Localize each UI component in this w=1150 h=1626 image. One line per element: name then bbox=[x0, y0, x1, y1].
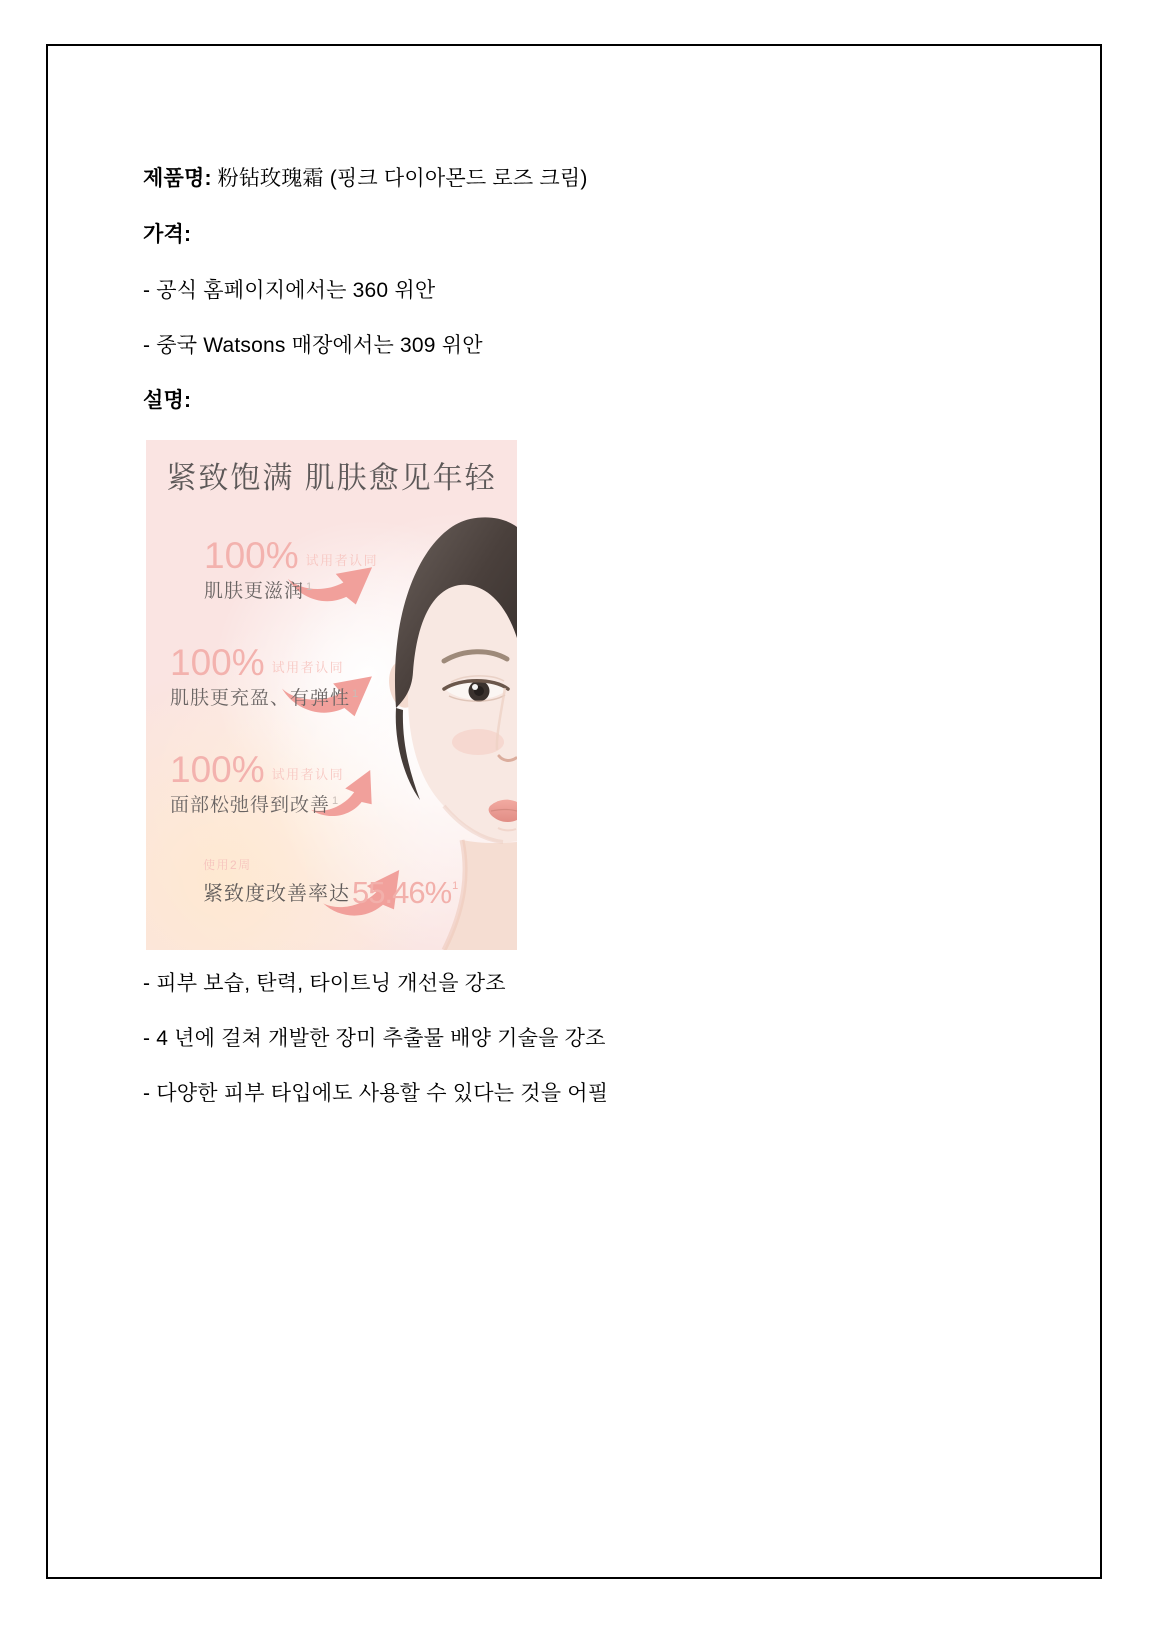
footnote-mark: 1 bbox=[352, 688, 360, 701]
product-name-value: 粉钻玫瑰霜 (핑크 다이아몬드 로즈 크림) bbox=[217, 167, 588, 190]
price-section-label bbox=[143, 222, 191, 248]
claim-sagging bbox=[170, 749, 345, 817]
eye-highlight bbox=[472, 684, 478, 690]
price-item-watsons: - 중국 Watsons 매장에서는 309 위안 bbox=[143, 334, 483, 357]
claim-detail bbox=[204, 576, 378, 603]
ad-headline: 紧致饱满 肌肤愈见年轻 bbox=[166, 462, 497, 495]
claim-percent: 100% bbox=[170, 642, 265, 683]
claim-detail bbox=[170, 683, 359, 710]
result-claim bbox=[203, 856, 459, 910]
claim-detail-text: 肌肤更滋润 bbox=[204, 581, 305, 603]
claim-percent-row bbox=[204, 535, 379, 576]
claim-plumpness bbox=[170, 642, 360, 710]
footnote-mark: 1 bbox=[306, 581, 314, 594]
product-ad-image bbox=[146, 440, 517, 950]
footnote-mark: 1 bbox=[332, 795, 340, 808]
claim-audience: 试用者认同 bbox=[271, 660, 345, 676]
result-label: 紧致度改善率达 bbox=[203, 883, 350, 905]
claim-percent: 100% bbox=[170, 749, 265, 790]
claim-audience: 试用者认同 bbox=[305, 553, 379, 569]
description-section-label bbox=[143, 388, 191, 414]
claim-percent-row bbox=[170, 749, 345, 790]
claim-detail-text: 肌肤更充盈、有弹性 bbox=[170, 688, 351, 710]
product-name-line bbox=[143, 166, 588, 192]
result-value: 55.46% bbox=[352, 874, 452, 910]
claim-detail bbox=[170, 790, 344, 817]
claim-detail-text: 面部松弛得到改善 bbox=[170, 795, 331, 817]
description-note: - 피부 보습, 탄력, 타이트닝 개선을 강조 bbox=[143, 972, 506, 995]
description-note: - 다양한 피부 타입에도 사용할 수 있다는 것을 어필 bbox=[143, 1082, 609, 1105]
price-label-text: 가격: bbox=[143, 223, 192, 246]
description-label-text: 설명: bbox=[143, 389, 192, 412]
price-item-official: - 공식 홈페이지에서는 360 위안 bbox=[143, 279, 436, 302]
result-duration: 使用2周 bbox=[203, 858, 252, 872]
claim-moisture bbox=[204, 535, 379, 603]
description-note: - 4 년에 걸쳐 개발한 장미 추출물 배양 기술을 강조 bbox=[143, 1027, 606, 1050]
product-name-label: 제품명: bbox=[143, 167, 212, 190]
claim-percent: 100% bbox=[204, 535, 299, 576]
claim-percent-row bbox=[170, 642, 359, 683]
result-line bbox=[203, 874, 459, 910]
footnote-mark: 1 bbox=[452, 880, 459, 892]
claim-audience: 试用者认同 bbox=[271, 767, 345, 783]
